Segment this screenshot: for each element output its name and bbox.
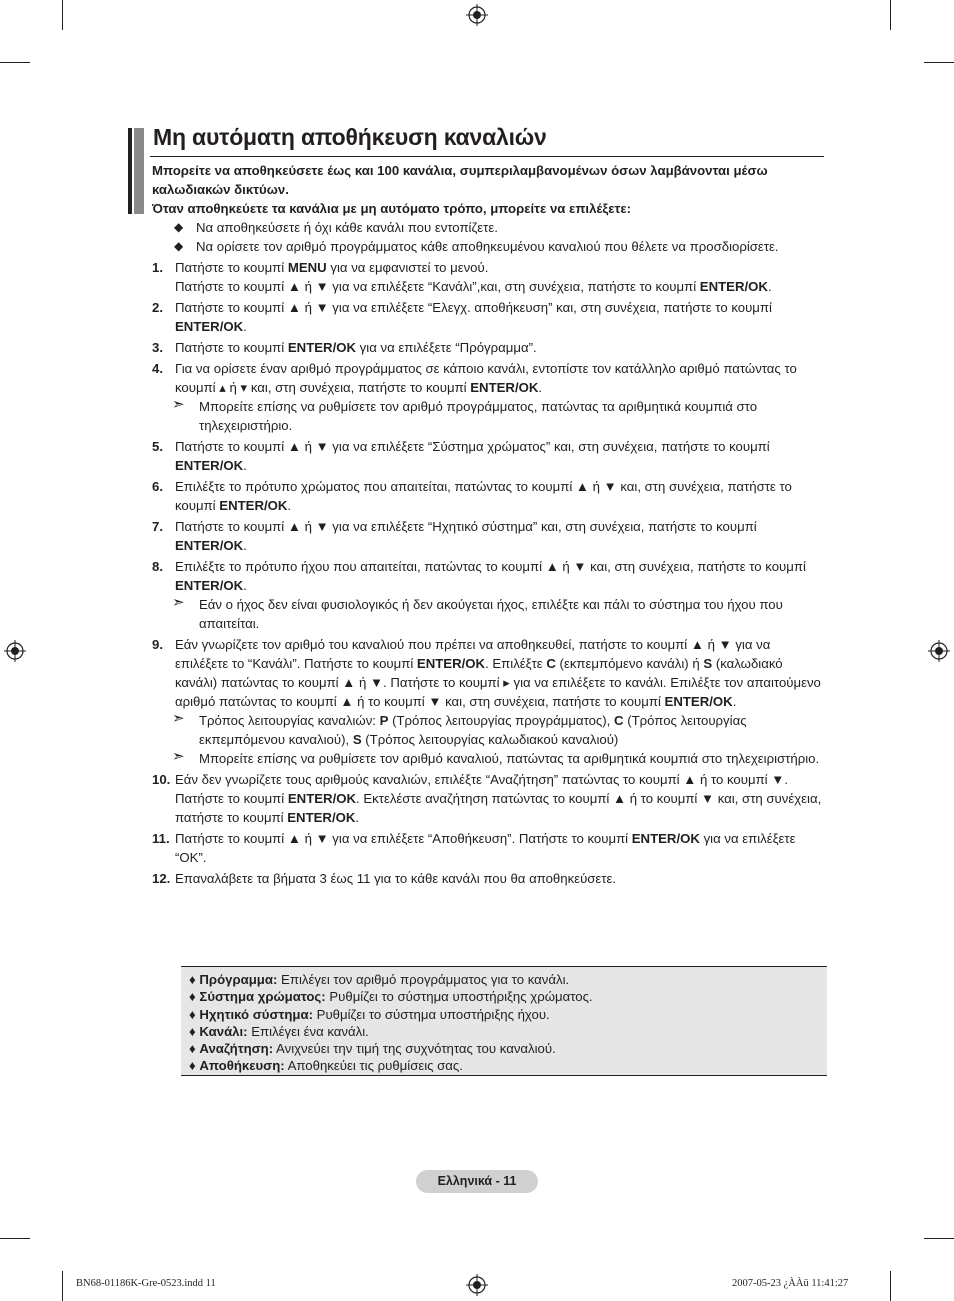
note: ➣ Μπορείτε επίσης να ρυθμίσετε τον αριθμό προγράμματος, πατώντας τα αριθμητικά κουμπιά στο τηλεχειριστήριο. — [172, 396, 758, 433]
glossary-row: ♦ Σύστημα χρώματος: Ρυθμίζει το σύστημα υποστήριξης χρώματος. — [189, 989, 593, 1005]
crop-mark — [62, 1271, 63, 1301]
crop-mark — [890, 0, 891, 30]
diamond-bullet-icon: ♦ — [189, 989, 196, 1005]
step-number: 5. — [152, 439, 163, 454]
crop-mark — [0, 62, 30, 63]
registration-mark-icon — [466, 4, 488, 26]
step-number: 2. — [152, 300, 163, 315]
diamond-bullet-icon: ♦ — [189, 1058, 196, 1074]
step-7: 7. Πατήστε το κουμπί ▲ ή ▼ για να επιλέξετε “Ηχητικό σύστημα” και, στη συνέχεια, πατήστε το κουμπί ENTER/OK. — [152, 519, 757, 553]
step-2: 2. Πατήστε το κουμπί ▲ ή ▼ για να επιλέξετε “Ελεγχ. αποθήκευση” και, στη συνέχεια, πατήστε το κουμπί ENTER/OK. — [152, 300, 772, 334]
print-timestamp: 2007-05-23 ¿ÀÀü 11:41:27 — [732, 1278, 849, 1289]
glossary-row: ♦ Αναζήτηση: Ανιχνεύει την τιμή της συχνότητας του καναλιού. — [189, 1041, 556, 1057]
page-number-badge: Ελληνικά - 11 — [416, 1170, 538, 1193]
file-slug: BN68-01186K-Gre-0523.indd 11 — [76, 1278, 216, 1289]
step-5: 5. Πατήστε το κουμπί ▲ ή ▼ για να επιλέξετε “Σύστημα χρώματος” και, στη συνέχεια, πατήστε το κουμπί ENTER/OK. — [152, 439, 770, 473]
step-number: 9. — [152, 637, 163, 652]
step-9: 9. Εάν γνωρίζετε τον αριθμό του καναλιού που πρέπει να αποθηκευθεί, πατήστε το κουμπί ▲ ή ▼ για να επιλέξετε το “Κανάλι”. Πατήστε το κουμπί ENTER/OK. Επιλέξτε C (εκπεμπόμενο κανάλι) ή S (καλωδιακό κανάλι) πατώντας το κουμπί ▲ ή ▼. Πατήστε το κουμπί ▸ για να επιλέξετε το κανάλι. Επιλέξτε τον απαιτούμενο αριθμό πατώντας το κουμπί ▲ ή το κουμπί ▼ και, στη συνέχεια, πατήστε το κουμπί ENTER/OK. ➣ Τρόπος λειτουργίας καναλιών: P (Τρόπος λειτουργίας προγράμματος), C (Τρόπος λειτουργίας εκπεμπόμενου καναλιού), S (Τρόπος λειτουργίας καλωδιακού καναλιού) ➣ Μπορείτε επίσης να ρυθμίσετε τον αριθμό καναλιού, πατώντας τα αριθμητικά κουμπιά στο τηλεχειριστήριο. — [152, 635, 824, 768]
step-number: 6. — [152, 479, 163, 494]
step-1: 1. Πατήστε το κουμπί MENU για να εμφανιστεί το μενού. Πατήστε το κουμπί ▲ ή ▼ για να επιλέξετε “Κανάλι”,και, στη συνέχεια, πατήστε το κουμπί ENTER/OK. — [152, 260, 772, 294]
step-number: 7. — [152, 519, 163, 534]
registration-mark-icon — [4, 640, 26, 662]
crop-mark — [62, 0, 63, 30]
note: ➣ Εάν ο ήχος δεν είναι φυσιολογικός ή δεν ακούγεται ήχος, επιλέξτε και πάλι το σύστημα του ήχου που απαιτείται. — [172, 594, 783, 631]
note-arrow-icon: ➣ — [172, 710, 185, 727]
step-3: 3. Πατήστε το κουμπί ENTER/OK για να επιλέξετε “Πρόγραμμα”. — [152, 340, 537, 355]
step-11: 11. Πατήστε το κουμπί ▲ ή ▼ για να επιλέξετε “Αποθήκευση”. Πατήστε το κουμπί ENTER/OK για να επιλέξετε “OK”. — [152, 831, 796, 865]
intro-subheading: Όταν αποθηκεύετε τα κανάλια με μη αυτόματο τρόπο, μπορείτε να επιλέξετε: — [152, 201, 632, 216]
step-6: 6. Επιλέξτε το πρότυπο χρώματος που απαιτείται, πατώντας το κουμπί ▲ ή ▼ και, στη συνέχεια, πατήστε το κουμπί ENTER/OK. — [152, 479, 792, 513]
list-item: ◆ Να αποθηκεύσετε ή όχι κάθε κανάλι που εντοπίζετε. — [174, 220, 498, 235]
title-accent-bar — [128, 128, 144, 214]
step-number: 3. — [152, 340, 163, 355]
page-title: Μη αυτόματη αποθήκευση καναλιών — [153, 124, 547, 150]
registration-mark-icon — [466, 1274, 488, 1296]
step-number: 12. — [152, 871, 171, 886]
step-number: 8. — [152, 559, 163, 574]
registration-mark-icon — [928, 640, 950, 662]
intro-text: Μπορείτε να αποθηκεύσετε έως και 100 κανάλια, συμπεριλαμβανομένων όσων λαμβάνονται μέσω καλωδιακών δικτύων. — [152, 163, 768, 197]
crop-mark — [924, 62, 954, 63]
step-10: 10. Εάν δεν γνωρίζετε τους αριθμούς καναλιών, επιλέξτε “Αναζήτηση” πατώντας το κουμπί ▲ ή το κουμπί ▼. Πατήστε το κουμπί ENTER/OK. Εκτελέστε αναζήτηση πατώντας το κουμπί ▲ ή το κουμπί ▼ και, στη συνέχεια, πατήστε το κουμπί ENTER/OK. — [152, 772, 822, 825]
glossary-row: ♦ Πρόγραμμα: Επιλέγει τον αριθμό προγράμματος για το κανάλι. — [189, 972, 570, 987]
glossary-box — [181, 966, 827, 1076]
step-8: 8. Επιλέξτε το πρότυπο ήχου που απαιτείται, πατώντας το κουμπί ▲ ή ▼ και, στη συνέχεια, πατήστε το κουμπί ENTER/OK. ➣ Εάν ο ήχος δεν είναι φυσιολογικός ή δεν ακούγεται ήχος, επιλέξτε και πάλι το σύστημα του ήχου που απαιτείται. — [152, 557, 824, 633]
crop-mark — [924, 1238, 954, 1239]
step-number: 1. — [152, 260, 163, 275]
step-12: 12. Επαναλάβετε τα βήματα 3 έως 11 για το κάθε κανάλι που θα αποθηκεύσετε. — [152, 871, 617, 886]
diamond-bullet-icon: ♦ — [189, 1006, 196, 1022]
list-item: ◆ Να ορίσετε τον αριθμό προγράμματος κάθε αποθηκευμένου καναλιού που θέλετε να προσδιορίσετε. — [174, 239, 779, 254]
step-number: 4. — [152, 361, 163, 376]
note-arrow-icon: ➣ — [172, 748, 185, 765]
crop-mark — [0, 1238, 30, 1239]
glossary-row: ♦ Κανάλι: Επιλέγει ένα κανάλι. — [189, 1023, 369, 1039]
main-content — [152, 161, 824, 888]
step-number: 11. — [152, 831, 170, 846]
step-number: 10. — [152, 772, 171, 787]
title-rule — [150, 156, 824, 157]
diamond-bullet-icon: ♦ — [189, 1023, 196, 1039]
note-arrow-icon: ➣ — [172, 396, 185, 413]
step-4: 4. Για να ορίσετε έναν αριθμό προγράμματος σε κάποιο κανάλι, εντοπίστε τον κατάλληλο αριθμό πατώντας το κουμπί ▴ ή ▾ και, στη συνέχεια, πατήστε το κουμπί ENTER/OK. ➣ Μπορείτε επίσης να ρυθμίσετε τον αριθμό προγράμματος, πατώντας τα αριθμητικά κουμπιά στο τηλεχειριστήριο. — [152, 359, 824, 435]
diamond-bullet-icon: ◆ — [174, 239, 184, 253]
glossary-row: ♦ Αποθήκευση: Αποθηκεύει τις ρυθμίσεις σας. — [189, 1058, 463, 1074]
crop-mark — [890, 1271, 891, 1301]
diamond-bullet-icon: ◆ — [174, 220, 184, 234]
diamond-bullet-icon: ♦ — [189, 1041, 196, 1057]
note: ➣ Μπορείτε επίσης να ρυθμίσετε τον αριθμό καναλιού, πατώντας τα αριθμητικά κουμπιά στο τηλεχειριστήριο. — [172, 748, 820, 766]
diamond-bullet-icon: ♦ — [189, 972, 196, 987]
note: ➣ Τρόπος λειτουργίας καναλιών: P (Τρόπος λειτουργίας προγράμματος), C (Τρόπος λειτουργίας εκπεμπόμενου καναλιού), S (Τρόπος λειτουργίας καλωδιακού καναλιού) — [172, 710, 747, 747]
note-arrow-icon: ➣ — [172, 594, 185, 611]
glossary-row: ♦ Ηχητικό σύστημα: Ρυθμίζει το σύστημα υποστήριξης ήχου. — [189, 1006, 550, 1022]
